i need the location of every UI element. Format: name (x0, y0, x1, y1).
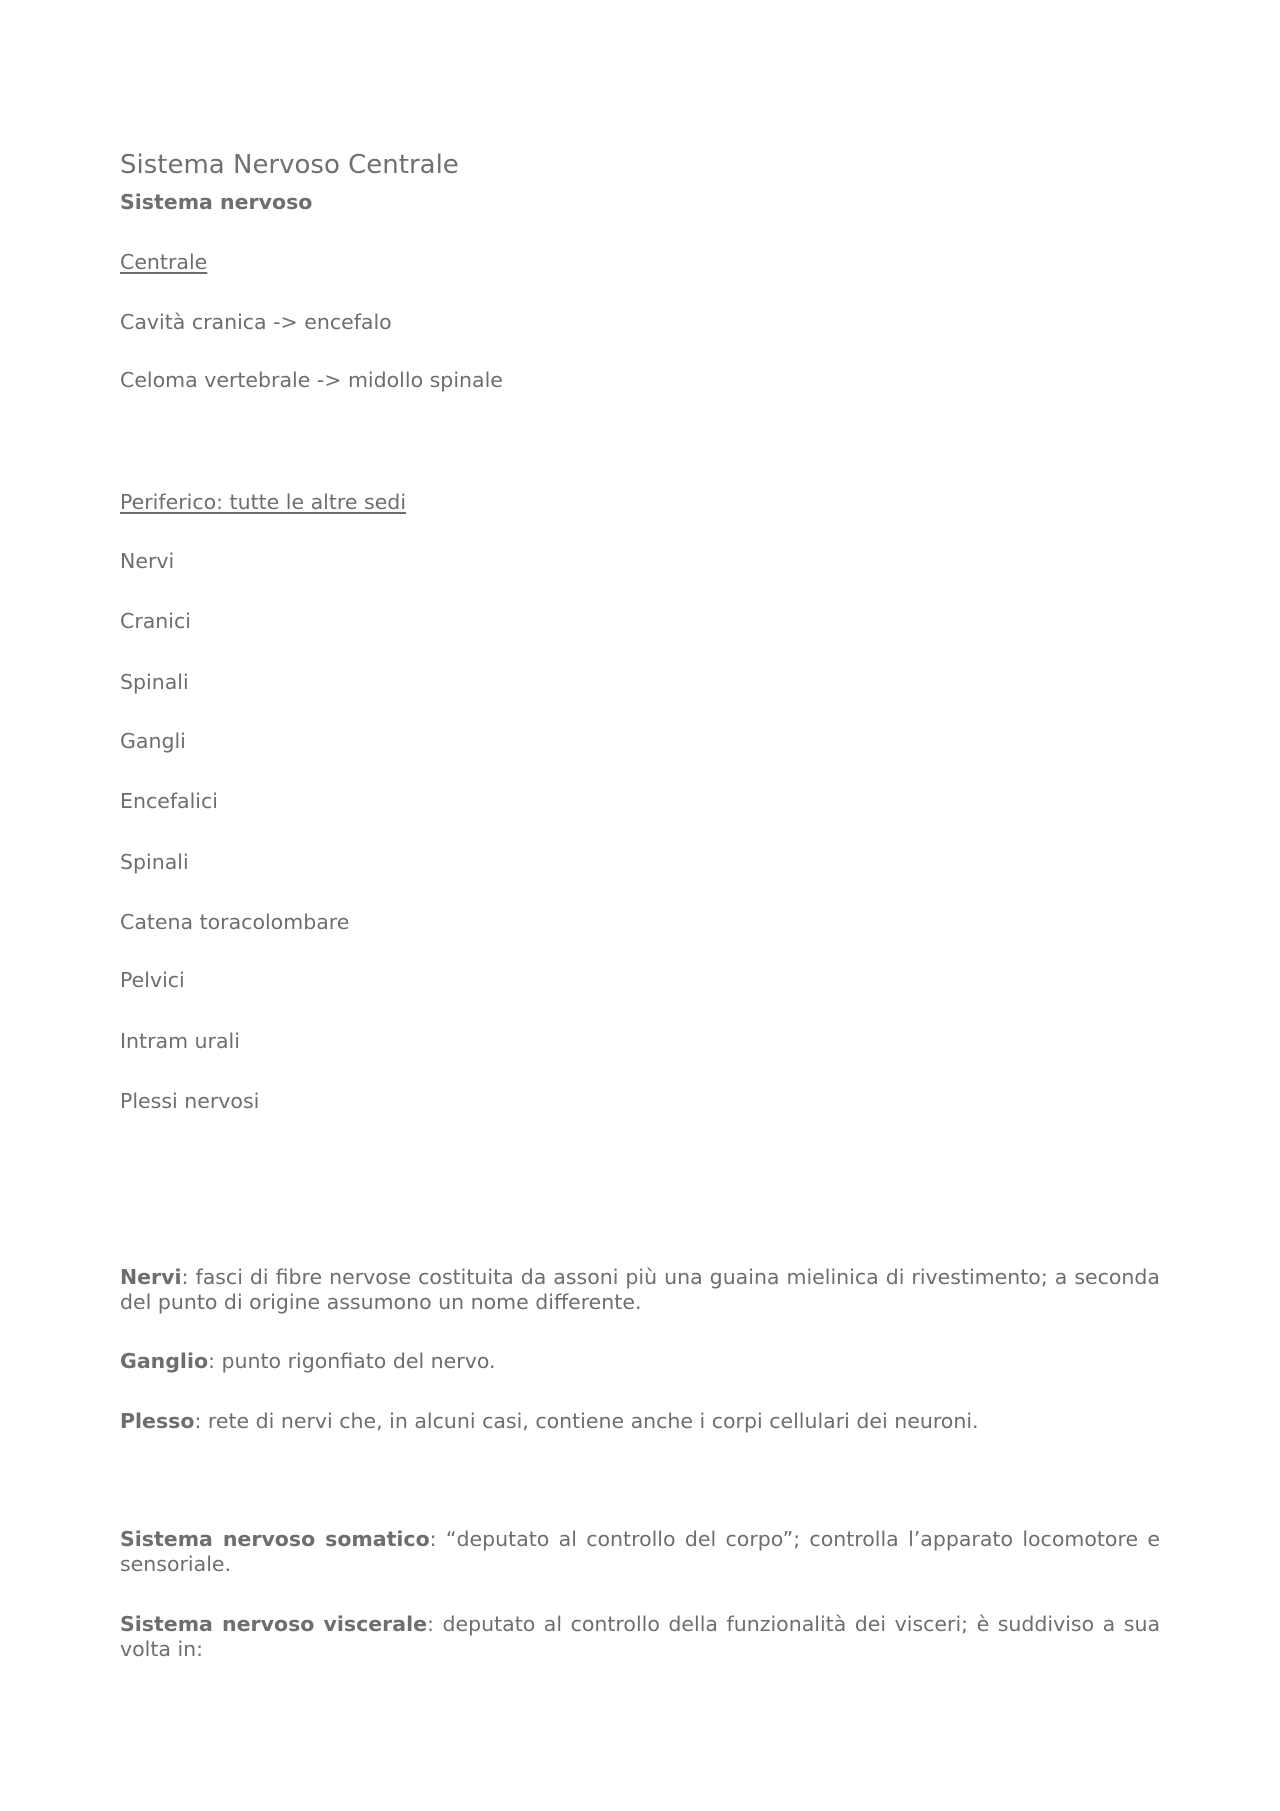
peripheral-heading: Periferico: tutte le altre sedi (120, 490, 407, 514)
peripheral-item: Nervi (120, 549, 175, 573)
peripheral-item: Catena toracolombare (120, 910, 350, 934)
peripheral-item: Spinali (120, 670, 189, 694)
peripheral-item: Encefalici (120, 789, 218, 813)
definition-term: Plesso (120, 1409, 195, 1433)
peripheral-item: Spinali (120, 850, 189, 874)
peripheral-item: Plessi nervosi (120, 1089, 260, 1113)
definition-paragraph (120, 1265, 1160, 1315)
definition-text: : punto rigonfiato del nervo. (208, 1349, 496, 1373)
central-item: Cavità cranica -> encefalo (120, 310, 392, 334)
peripheral-item: Intram urali (120, 1029, 240, 1053)
definition-paragraph (120, 1409, 1160, 1434)
page-title: Sistema Nervoso Centrale (120, 150, 459, 180)
definition-term: Ganglio (120, 1349, 209, 1373)
peripheral-item: Cranici (120, 609, 191, 633)
definition-text: : rete di nervi che, in alcuni casi, contiene anche i corpi cellulari dei neuroni. (194, 1409, 979, 1433)
system-term: Sistema nervoso somatico (120, 1527, 430, 1551)
definition-paragraph (120, 1349, 1160, 1374)
system-text: : deputato al controllo della funzionalità dei visceri; è suddiviso a sua volta in: (120, 1612, 1160, 1661)
peripheral-item: Pelvici (120, 968, 185, 992)
definition-text: : fasci di fibre nervose costituita da assoni più una guaina mielinica di rivestimento; a seconda del punto di origine assumono un nome differente. (120, 1265, 1160, 1314)
system-term: Sistema nervoso viscerale (120, 1612, 428, 1636)
central-heading: Centrale (120, 250, 208, 274)
definition-term: Nervi (120, 1265, 182, 1289)
system-paragraph (120, 1612, 1160, 1662)
section-subtitle: Sistema nervoso (120, 190, 313, 214)
peripheral-item: Gangli (120, 729, 186, 753)
system-text: : “deputato al controllo del corpo”; controlla l’apparato locomotore e sensoriale. (120, 1527, 1160, 1576)
central-item: Celoma vertebrale -> midollo spinale (120, 368, 503, 392)
system-paragraph (120, 1527, 1160, 1577)
